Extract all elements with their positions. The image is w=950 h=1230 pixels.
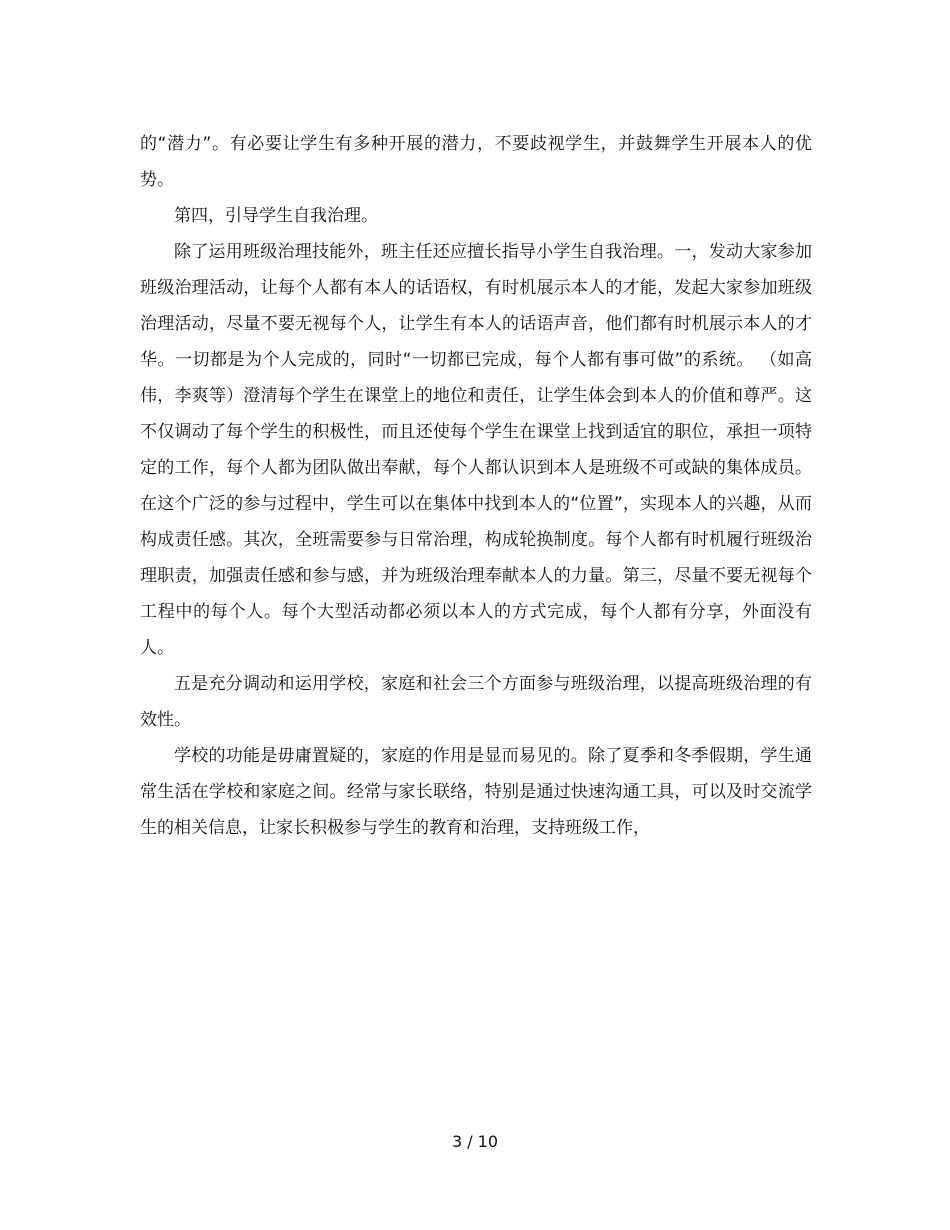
- page-number: 3 / 10: [451, 1132, 499, 1151]
- paragraph-heading-four: 第四，引导学生自我治理。: [174, 206, 378, 226]
- paragraph-self-management: 除了运用班级治理技能外，班主任还应擅长指导小学生自我治理。一，发动大家参加班级治理活动，让每个人都有本人的话语权，有时机展示本人的才能，发起大家参加班级治理活动，尽量不要无视每个人，让学生有本人的话语声音，他们都有时机展示本人的才华。一切都是为个人完成的，同时“一切都已完成，每个人都有事可做”的系统。 （如高伟，李爽等）澄清每个学生在课堂上的地位和责任，让学生体会到本人的价值和尊严。这不仅调动了每个学生的积极性，而且还使每个学生在课堂上找到适宜的职位，承担一项特定的工作，每个人都为团队做出奉献，每个人都认识到本人是班级不可或缺的集体成员。在这个广泛的参与过程中，学生可以在集体中找到本人的“位置”，实现本人的兴趣，从而构成责任感。其次，全班需要参与日常治理，构成轮换制度。每个人都有时机履行班级治理职责，加强责任感和参与感，并为班级治理奉献本人的力量。第三，尽量不要无视每个工程中的每个人。每个大型活动都必须以本人的方式完成，每个人都有分享，外面没有人。: [140, 242, 812, 658]
- paragraph-continued: 的“潜力”。有必要让学生有多种开展的潜力，不要歧视学生，并鼓舞学生开展本人的优势。: [140, 134, 812, 190]
- document-body: [140, 126, 812, 846]
- paragraph-heading-five: 五是充分调动和运用学校，家庭和社会三个方面参与班级治理，以提高班级治理的有效性。: [140, 674, 812, 730]
- paragraph-school-family: 学校的功能是毋庸置疑的，家庭的作用是显而易见的。除了夏季和冬季假期，学生通常生活在学校和家庭之间。经常与家长联络，特别是通过快速沟通工具，可以及时交流学生的相关信息，让家长积极参与学生的教育和治理，支持班级工作，: [140, 746, 812, 838]
